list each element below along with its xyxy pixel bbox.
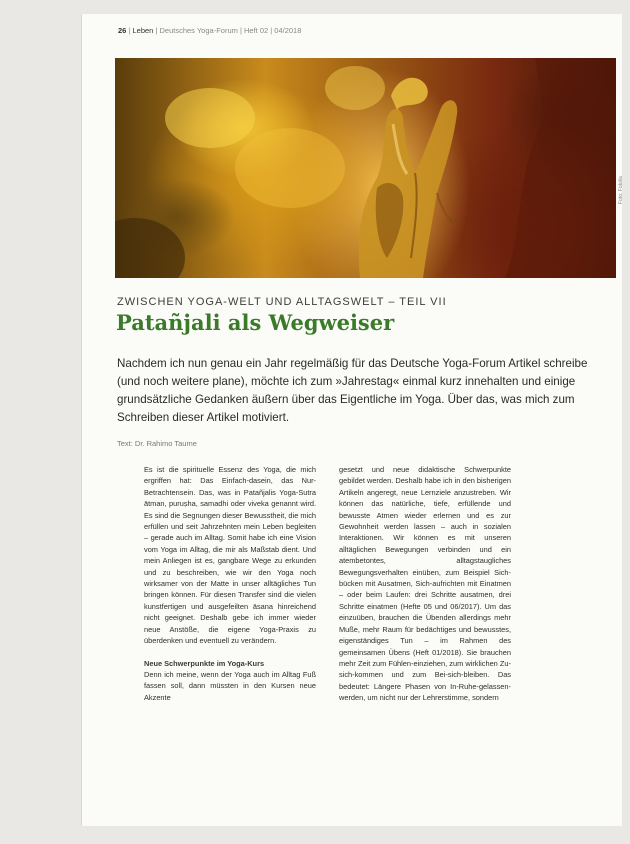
text-column-2 — [339, 464, 511, 704]
running-head-separator: | — [128, 26, 131, 35]
article-kicker: ZWISCHEN YOGA-WELT UND ALLTAGSWELT – TEIL VII — [117, 296, 447, 308]
page-number: 26 — [118, 26, 127, 35]
body-paragraph: Denn ich meine, wenn der Yoga auch im Alltag Fuß fassen soll, dann müssten in den Kursen neue Akzente — [144, 669, 316, 702]
buddha-hand-statue-icon — [115, 58, 616, 278]
text-column-1 — [144, 464, 316, 703]
article-title: Patañjali als Wegweiser — [116, 310, 395, 335]
running-head — [118, 26, 301, 35]
publication-info: Deutsches Yoga-Forum | Heft 02 | 04/2018 — [159, 26, 302, 35]
magazine-page — [82, 14, 622, 826]
article-lead: Nachdem ich nun genau ein Jahr regelmäßig für das Deutsche Yoga-Forum Artikel schreibe (und noch weitere plane), möchte ich zum »Jahrestag« einmal kurz innehalten und einige grundsätzliche Gedanken äußern über das Eigentliche im Yoga. Über das, was mich zum Schreiben dieser Artikel motiviert. — [117, 357, 588, 424]
body-paragraph: gesetzt und neue didaktische Schwerpunkte gebildet werden. Deshalb habe ich in den bisherigen Artikeln angeregt, neue Lernziele anzustreben. Wir können das natürliche, tiefe, erfüllende und bewusste Atmen wieder erlernen und es zur Gewohnheit werden lassen – auch in sozialen Interaktionen. Wir können es mit unseren alltäglichen Bewegungen verbinden und ein atembetontes, alltagstaugliches Bewegungsverhalten einüben, zum Beispiel Sich-bücken mit Ausatmen, Sich-aufrichten mit Einatmen – oder beim Laufen: drei Schritte ausatmen, drei Schritte einatmen (Hefte 05 und 06/2017). Um das einzuüben, brauchen die Übenden allerdings mehr Muße, mehr Raum für bedächtiges und bewusstes, eigenständiges Tun – im Rahmen des gemeinsamen Übens (Heft 01/2018). Sie brauchen mehr Zeit zum Fühlen-einziehen, zum wirklichen Zu-sich-kommen und zum Bei-sich-bleiben. Das bedeutet: Längere Phasen von In-Ruhe-gelassen-werden, um nicht nur der Lehrerstimme, sondern — [339, 465, 511, 703]
buddha-hand-statue-photo — [115, 58, 616, 278]
section-name: Leben — [132, 26, 154, 35]
section-subhead: Neue Schwerpunkte im Yoga-Kurs — [144, 658, 265, 668]
article-author: Text: Dr. Rahimo Taume — [117, 439, 197, 448]
photo-credit: Foto: Fotolia — [618, 176, 624, 204]
body-paragraph: Es ist die spirituelle Essenz des Yoga, die mich ergriffen hat: Das Einfach-dasein, das Nur-Betrachtensein. Das, was in Patañjalis Yoga-Sutra ātman, puruṣha, samadhi oder viveka genannt wird. Es sind die Segnungen dieser Bewusstheit, die mich erfüllen und seit Jahrzehnten mein Leben begleiten – gerade auch im Alltag. Somit habe ich eine Vision vom Yoga im Alltag, die mir als Maßstab dient. Und mein Anliegen ist es, gangbare Wege zu erkunden und zu beschreiben, wie wir den Yoga noch wirksamer von der Matte in unser alltägliches Tun bringen können. Für diesen Transfer sind die vielen kunstfertigen und ausgefeilten āsana hinreichend nicht geeignet. Deshalb gebe ich immer wieder neue Anstöße, die eigene Yoga-Praxis zu überdenken und eventuell zu verändern. — [144, 465, 316, 646]
running-head-separator: | — [155, 26, 158, 35]
